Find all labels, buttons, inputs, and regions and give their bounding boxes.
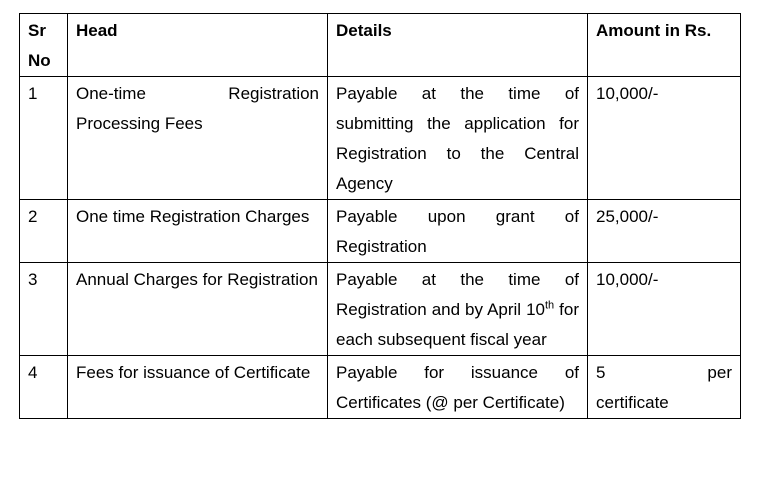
row-amount (588, 356, 741, 419)
row-details: Payable for issuance of Certificates (@ per Certificate) (328, 356, 588, 419)
row-amount: 10,000/- (588, 263, 741, 356)
amount-per: per (707, 363, 732, 382)
table-row (20, 77, 741, 200)
fees-table (19, 13, 741, 419)
table-row (20, 356, 741, 419)
header-amount: Amount in Rs. (588, 14, 741, 77)
row-head: Annual Charges for Registration (68, 263, 328, 356)
ordinal-suffix: th (544, 299, 555, 312)
row-head: One time Registration Charges (68, 200, 328, 263)
row-amount: 25,000/- (588, 200, 741, 263)
amount-unit: certificate (596, 393, 669, 412)
header-details: Details (328, 14, 588, 77)
row-sr: 2 (20, 200, 68, 263)
table-header-row (20, 14, 741, 77)
table-row (20, 263, 741, 356)
row-head: Fees for issuance of Certificate (68, 356, 328, 419)
amount-line (596, 358, 732, 388)
table-row (20, 200, 741, 263)
amount-value: 5 (596, 363, 606, 382)
header-sr-no: Sr No (20, 14, 68, 77)
row-sr: 1 (20, 77, 68, 200)
row-details: Payable at the time of submitting the application for Registration to the Central Agency (328, 77, 588, 200)
details-text-cont: for each subsequent fiscal year (336, 300, 580, 349)
header-head: Head (68, 14, 328, 77)
details-text: Payable at the time of Registration and by April 10 (336, 270, 579, 319)
row-sr: 4 (20, 356, 68, 419)
row-amount: 10,000/- (588, 77, 741, 200)
row-sr: 3 (20, 263, 68, 356)
row-details: Payable upon grant of Registration (328, 200, 588, 263)
row-details (328, 263, 588, 356)
row-head: One-time Registration Processing Fees (68, 77, 328, 200)
